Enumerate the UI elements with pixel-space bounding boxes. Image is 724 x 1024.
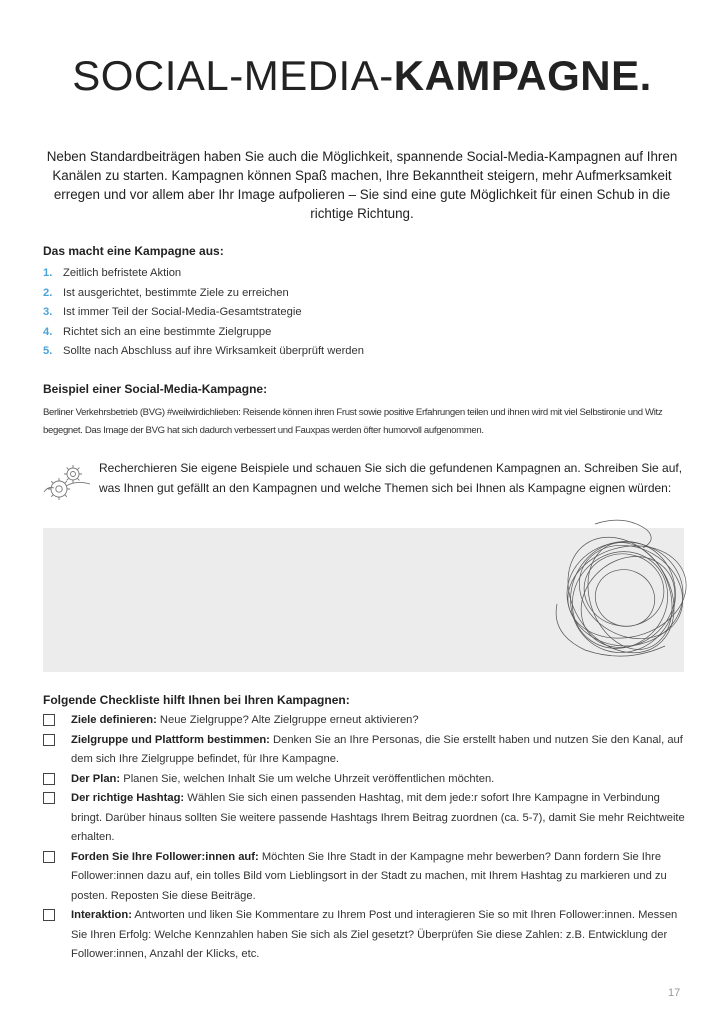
checklist-item-title: Forden Sie Ihre Follower:innen auf: xyxy=(71,850,259,863)
gears-icon xyxy=(42,462,92,504)
checklist-item-text: Denken Sie an Ihre Personas, die Sie erstellt haben und nutzen Sie den Kanal, auf dem sich Ihre Zielgruppe befindet, für Ihre Kampagne. xyxy=(71,733,683,765)
checklist-heading: Folgende Checkliste hilft Ihnen bei Ihren Kampagnen: xyxy=(43,693,350,707)
checkbox[interactable] xyxy=(43,909,55,921)
checkbox[interactable] xyxy=(43,851,55,863)
checklist xyxy=(43,711,693,965)
checklist-item-title: Zielgruppe und Plattform bestimmen: xyxy=(71,733,270,746)
checklist-item xyxy=(43,789,693,848)
list-number: 2. xyxy=(43,286,53,299)
checklist-item-text: Neue Zielgruppe? Alte Zielgruppe erneut aktivieren? xyxy=(156,714,419,726)
list-item xyxy=(43,264,364,284)
checklist-item-text: Wählen Sie sich einen passenden Hashtag, mit dem jede:r sofort Ihre Kampagne in Verbindung bringt. Darüber hinaus sollten Sie weitere passende Hashtags Ihrem Beitrag zuordnen (ca. 5-7), damit Sie mehr Reichtweite erhalten. xyxy=(71,792,685,843)
checkbox[interactable] xyxy=(43,773,55,785)
list-item xyxy=(43,323,364,343)
checklist-item-title: Der richtige Hashtag: xyxy=(71,792,185,804)
checkbox[interactable] xyxy=(43,734,55,746)
checklist-item-text: Möchten Sie Ihre Stadt in der Kampagne mehr bewerben? Dann fordern Sie Ihre Follower:innen dazu auf, ein tolles Bild vom Lieblingsort in der Stadt zu machen, mit Ihrem Hashtag zu markieren und zu posten. Reposten Sie diese Beiträge. xyxy=(71,850,667,902)
page-title-bold: KAMPAGNE. xyxy=(393,52,652,99)
checklist-item xyxy=(43,906,693,965)
checklist-item-title: Der Plan: xyxy=(71,772,121,785)
checklist-item xyxy=(43,848,693,907)
list-item xyxy=(43,303,364,323)
checklist-item-text: Antworten und liken Sie Kommentare zu Ihrem Post und interagieren Sie so mit Ihren Follower:innen. Messen Sie Ihren Erfolg: Welche Kennzahlen haben Sie sich als Ziel gesetzt? Überprüfen Sie diese Zahlen: z.B. Entwicklung der Follower:innen, Anzahl der Klicks, etc. xyxy=(71,909,678,960)
list-number: 5. xyxy=(43,345,53,357)
checklist-item-title: Ziele definieren: xyxy=(71,714,157,726)
checklist-item xyxy=(43,711,693,731)
checklist-item-title: Interaktion: xyxy=(71,909,132,921)
list-number: 3. xyxy=(43,306,53,318)
campaign-heading: Das macht eine Kampagne aus: xyxy=(43,244,224,258)
list-number: 4. xyxy=(43,325,53,338)
example-heading: Beispiel einer Social-Media-Kampagne: xyxy=(43,382,268,396)
page-title xyxy=(0,52,724,100)
list-text: Richtet sich an eine bestimmte Zielgruppe xyxy=(63,325,272,338)
checklist-item xyxy=(43,770,693,790)
page-number: 17 xyxy=(668,987,681,999)
campaign-list xyxy=(43,264,364,362)
checklist-item-text: Planen Sie, welchen Inhalt Sie um welche Uhrzeit veröffentlichen möchten. xyxy=(120,772,495,785)
list-item xyxy=(43,284,364,304)
list-number: 1. xyxy=(43,267,53,279)
list-text: Ist immer Teil der Social-Media-Gesamtstrategie xyxy=(63,306,302,318)
example-text: Berliner Verkehrsbetrieb (BVG) #weilwirdichlieben: Reisende können ihren Frust sowie positive Erfahrungen teilen und ihnen wird mit viel Selbstironie und Witz begegnet. Das Image der BVG hat sich dadurch verbessert und Fauxpas werden öfter humorvoll aufgenommen. xyxy=(43,407,663,436)
list-text: Ist ausgerichtet, bestimmte Ziele zu erreichen xyxy=(63,286,289,299)
scribble-icon xyxy=(545,512,700,662)
page-title-light: SOCIAL-MEDIA- xyxy=(72,52,394,99)
list-text: Zeitlich befristete Aktion xyxy=(63,267,182,279)
checkbox[interactable] xyxy=(43,792,55,804)
list-text: Sollte nach Abschluss auf ihre Wirksamkeit überprüft werden xyxy=(63,345,364,357)
checklist-item xyxy=(43,731,693,770)
checkbox[interactable] xyxy=(43,714,55,726)
list-item xyxy=(43,342,364,362)
research-prompt: Recherchieren Sie eigene Beispiele und schauen Sie sich die gefundenen Kampagnen an. Schreiben Sie auf, was Ihnen gut gefällt an den Kampagnen und welche Themen sich bei Ihnen als Kampagne eignen würden: xyxy=(99,461,683,495)
intro-paragraph: Neben Standardbeiträgen haben Sie auch die Möglichkeit, spannende Social-Media-Kampagnen auf Ihren Kanälen zu starten. Kampagnen können Spaß machen, Ihre Bekanntheit steigern, mehr Aufmerksamkeit erregen und vor allem aber Ihr Image aufpolieren – Sie sind eine gute Möglichkeit für einen Schub in die richtige Richtung. xyxy=(46,149,678,221)
